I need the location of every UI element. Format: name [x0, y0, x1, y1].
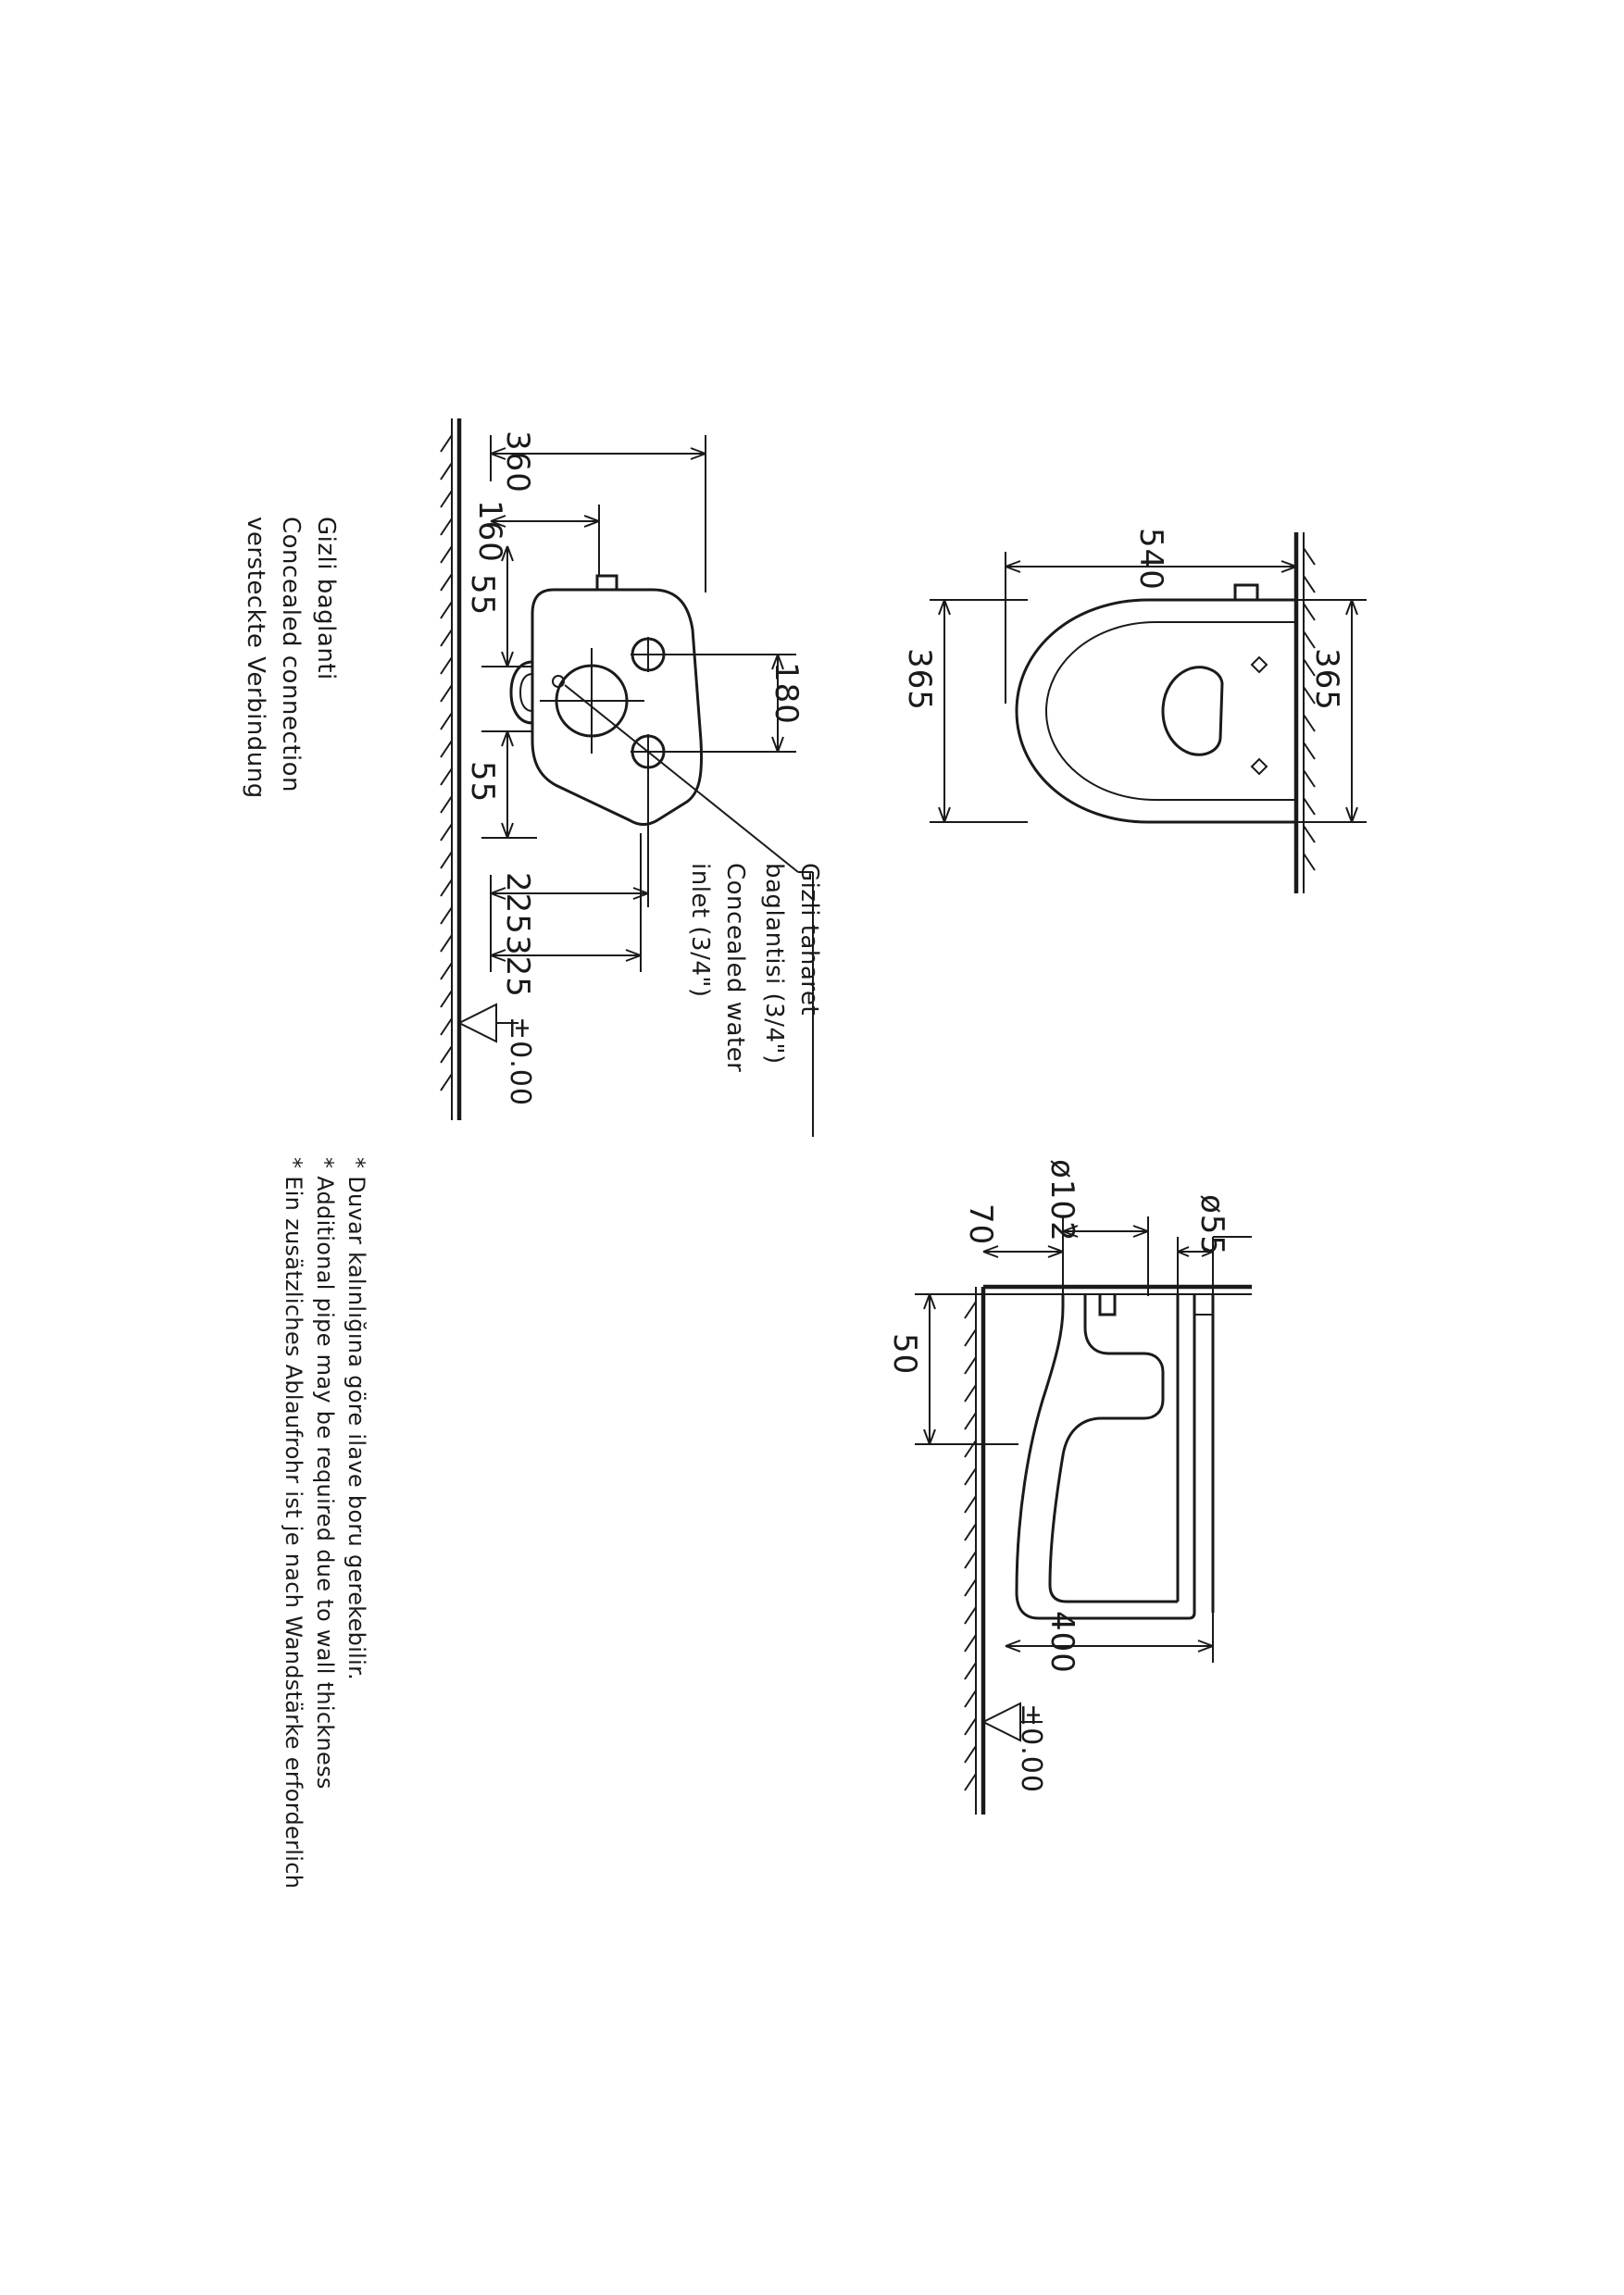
callout-concealed-connection-line-3: versteckte Verbindung — [242, 517, 269, 799]
callout-concealed-connection-line-2: Concealed connection — [277, 517, 305, 793]
dim-width-540: 540 — [1132, 528, 1169, 591]
note-item-2: * Additional pipe may be required due to wall thickness — [312, 1157, 338, 1790]
note-item-3: * Ein zusätzliches Ablaufrohr ist je nach Wandstärke erforderlich — [281, 1157, 306, 1890]
dim-depth-365-left: 365 — [901, 648, 938, 711]
front-view-wall — [441, 418, 459, 1120]
side-view-wc-section — [1017, 1294, 1213, 1618]
side-view-wall — [965, 1287, 1252, 1815]
dim-top-55: 55 — [464, 574, 501, 617]
callout-water-inlet-line-1: Gizli taharet — [795, 863, 823, 1017]
top-view-wc-outline — [1017, 585, 1296, 822]
callout-concealed-connection-line-1: Gizli baglanti — [312, 517, 340, 680]
front-view-fixings — [540, 637, 666, 769]
dim-length-400: 400 — [1043, 1611, 1081, 1674]
dim-height-180: 180 — [768, 662, 805, 725]
dim-width-360: 360 — [499, 430, 536, 493]
datum-label-front: ±0.00 — [504, 1017, 536, 1106]
dim-dia-102: ø102 — [1043, 1159, 1081, 1242]
dim-dia-55: ø55 — [1193, 1194, 1230, 1257]
top-view-wall — [1296, 532, 1315, 893]
dim-depth-225: 225 — [499, 872, 536, 935]
dim-offset-70: 70 — [962, 1204, 999, 1246]
note-item-1: * Duvar kalınlığına göre ilave boru gerekebilir. — [344, 1157, 369, 1681]
dim-depth-365-right: 365 — [1308, 648, 1345, 711]
callout-water-inlet-line-4: inlet (3/4") — [686, 863, 714, 998]
dim-bottom-55: 55 — [464, 761, 501, 804]
dim-height-50: 50 — [886, 1333, 923, 1376]
top-view-dimension-lines — [930, 552, 1367, 822]
datum-label-side: ±0.00 — [1015, 1703, 1047, 1793]
dim-depth-325: 325 — [499, 935, 536, 998]
dim-offset-160: 160 — [471, 500, 508, 563]
callout-water-inlet-line-2: baglantisi (3/4") — [760, 863, 788, 1065]
callout-water-inlet-line-3: Concealed water — [721, 863, 749, 1073]
